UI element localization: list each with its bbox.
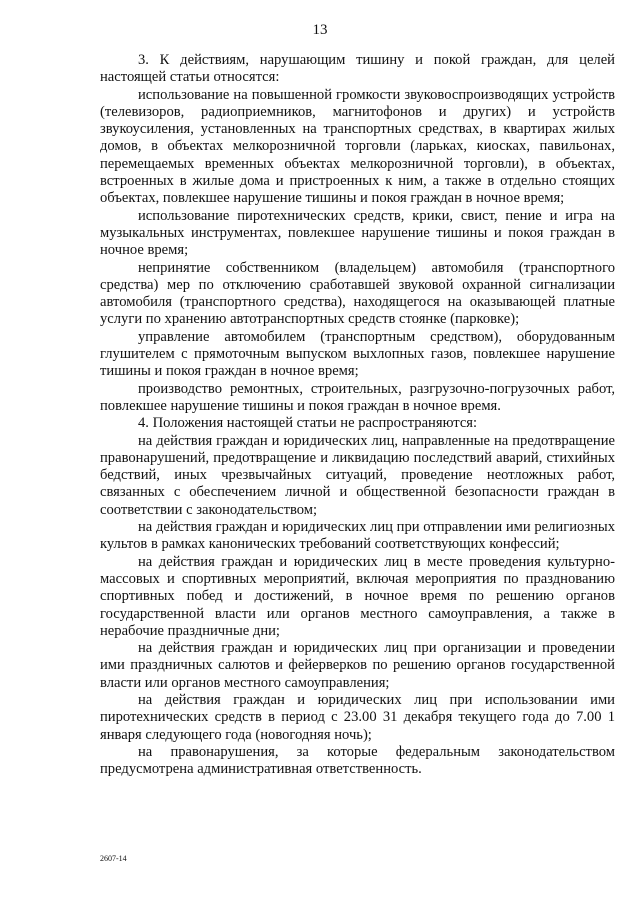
paragraph-salutes-fireworks: на действия граждан и юридических лиц при организации и проведении ими праздничных салютов и фейерверков по решению органов государственной власти или органов местного самоуправления; <box>100 640 615 691</box>
paragraph-new-year-night: на действия граждан и юридических лиц при использовании ими пиротехнических средств в период с 23.00 31 декабря текущего года до 7.00 1 января следующего года (новогодняя ночь); <box>100 691 615 743</box>
page-number: 13 <box>312 22 328 38</box>
paragraph-pyrotechnics-noise: использование пиротехнических средств, крики, свист, пение и игра на музыкальных инструментах, повлекшее нарушение тишины и покоя граждан в ночное время; <box>100 207 615 259</box>
paragraph-construction-works: производство ремонтных, строительных, разгрузочно-погрузочных работ, повлекшее нарушение тишины и покоя граждан в ночное время. <box>100 380 615 414</box>
paragraph-religious-cults: на действия граждан и юридических лиц при отправлении ими религиозных культов в рамках канонических требований соответствующих конфессий; <box>100 519 615 553</box>
paragraph-emergency-actions: на действия граждан и юридических лиц, направленные на предотвращение правонарушений, предотвращение и ликвидацию последствий аварий, стихийных бедствий, иных чрезвычайных ситуаций, проведение неотложных работ, связанных с обеспечением личной и общественной безопасности граждан в соответствии с законодательством; <box>100 432 615 518</box>
document-code: 2607-14 <box>100 854 127 863</box>
document-body <box>100 52 615 778</box>
paragraph-sound-devices: использование на повышенной громкости звуковоспроизводящих устройств (телевизоров, радиоприемников, магнитофонов и других) и устройств звукоусиления, установленных на транспортных средствах, в квартирах жилых домов, в объектах мелкорозничной торговли (ларьках, киосках, павильонах, перемещаемых временных объектах мелкорозничной торговли), в объектах, встроенных в жилые дома и пристроенных к ним, а также в отдельно стоящих объектах, повлекшее нарушение тишины и покоя граждан в ночное время; <box>100 86 615 207</box>
paragraph-section-4-intro: 4. Положения настоящей статьи не распространяются: <box>138 415 478 432</box>
paragraph-muffler: управление автомобилем (транспортным средством), оборудованным глушителем с прямоточным выпуском выхлопных газов, повлекшее нарушение тишины и покоя граждан в ночное время; <box>100 328 615 380</box>
paragraph-federal-liability: на правонарушения, за которые федеральным законодательством предусмотрена административная ответственность. <box>100 743 615 778</box>
paragraph-cultural-events: на действия граждан и юридических лиц в месте проведения культурно-массовых и спортивных мероприятий, включая мероприятия по празднованию спортивных побед и достижений, в ночное время по решению органов государственной власти или органов местного самоуправления, а также в нерабочие праздничные дни; <box>100 553 615 639</box>
paragraph-car-alarm: непринятие собственником (владельцем) автомобиля (транспортного средства) мер по отключению сработавшей звуковой охранной сигнализации автомобиля (транспортного средства), находящегося на оказывающей платные услуги по хранению автотранспортных средств стоянке (парковке); <box>100 259 615 328</box>
paragraph-section-3-intro: 3. К действиям, нарушающим тишину и покой граждан, для целей настоящей статьи относятся: <box>100 52 615 86</box>
